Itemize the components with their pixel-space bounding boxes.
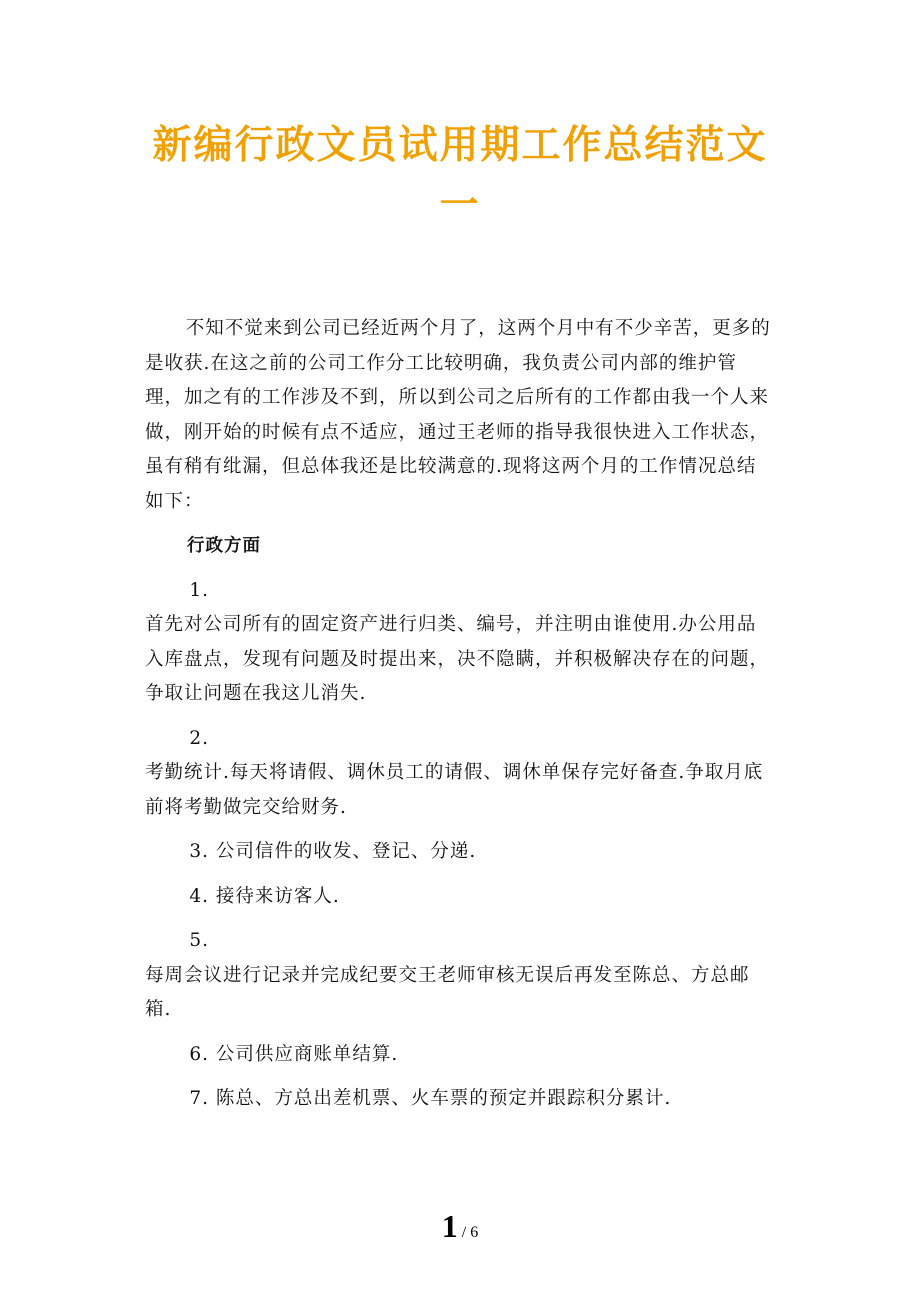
list-item: [145, 924, 775, 1028]
list-item: 6. 公司供应商账单结算.: [189, 1043, 399, 1065]
page-total: / 6: [461, 1224, 479, 1241]
page-indicator: [0, 1208, 920, 1245]
list-item: 4. 接待来访客人.: [189, 885, 340, 907]
page-current: 1: [441, 1208, 458, 1244]
document-title: 新编行政文员试用期工作总结范文一: [152, 123, 768, 228]
item-number: 2.: [189, 727, 210, 749]
list-item: 7. 陈总、方总出差机票、火车票的预定并跟踪积分累计.: [189, 1088, 672, 1109]
list-item: 3. 公司信件的收发、登记、分递.: [189, 841, 477, 862]
document-body: [145, 312, 775, 1117]
intro-paragraph: 不知不觉来到公司已经近两个月了，这两个月中有不少辛苦，更多的是收获.在这之前的公司工作分工比较明确，我负责公司内部的维护管理，加之有的工作涉及不到，所以到公司之后所有的工作都由我一个人来做，刚开始的时候有点不适应，通过王老师的指导我很快进入工作状态，虽有稍有纰漏，但总体我还是比较满意的.现将这两个月的工作情况总结如下：: [145, 318, 771, 512]
item-number: 1.: [189, 579, 210, 601]
list-item: [145, 574, 775, 712]
item-text: 考勤统计.每天将请假、调休员工的请假、调休单保存完好备查.争取月底前将考勤做完交给财务.: [145, 762, 764, 818]
item-text: 首先对公司所有的固定资产进行归类、编号，并注明由谁使用.办公用品入库盘点，发现有问题及时提出来，决不隐瞒，并积极解决存在的问题，争取让问题在我这儿消失.: [145, 614, 770, 704]
item-text: 每周会议进行记录并完成纪要交王老师审核无误后再发至陈总、方总邮箱.: [145, 964, 750, 1020]
list-item: [145, 722, 775, 826]
section-heading: 行政方面: [187, 536, 261, 556]
item-number: 5.: [189, 930, 210, 951]
